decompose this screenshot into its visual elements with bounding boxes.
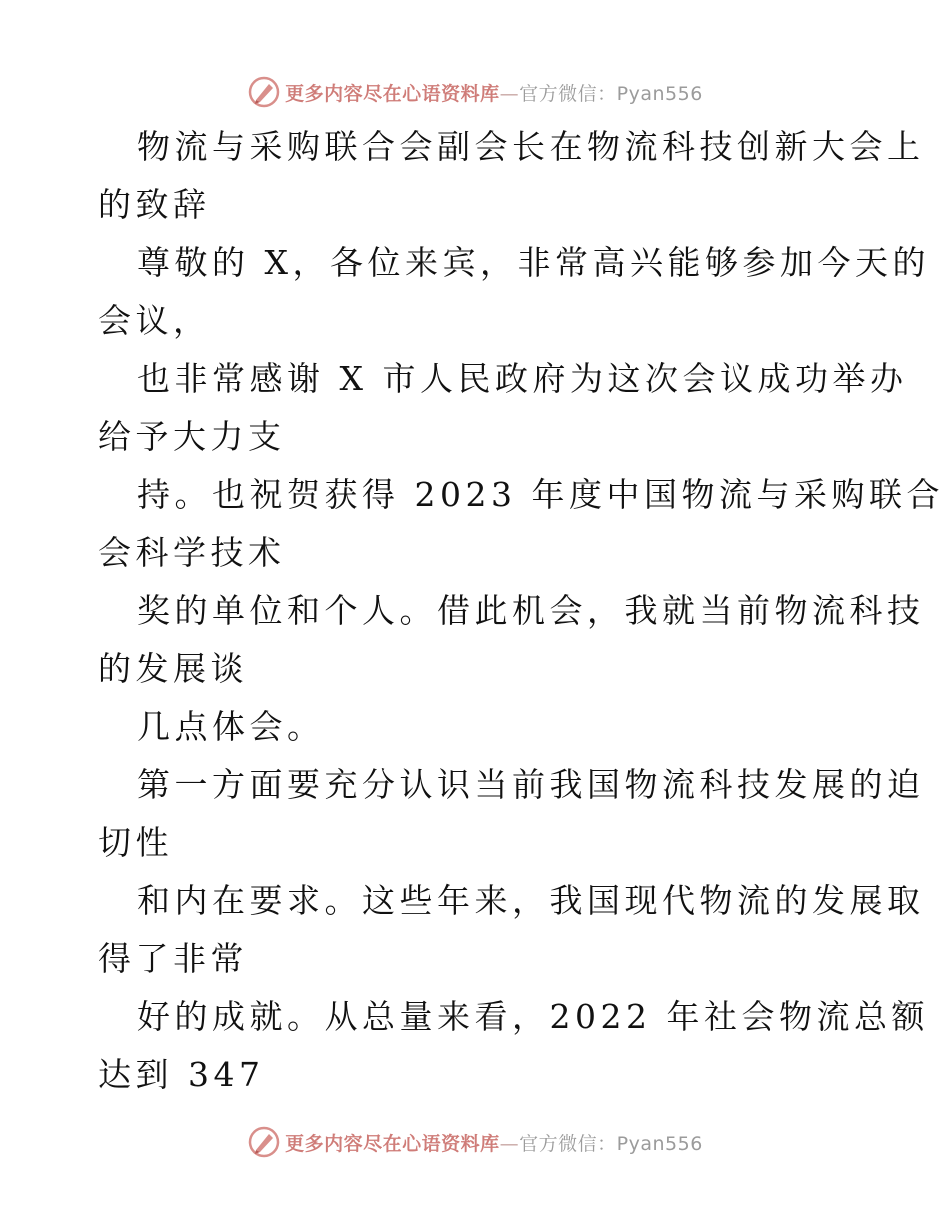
text-line: 会议，	[98, 301, 211, 340]
paragraph	[98, 698, 858, 756]
text-line: 几点体会。	[137, 707, 325, 746]
watermark-contact: 官方微信：Pyan556	[519, 1132, 703, 1155]
paragraph	[98, 756, 925, 872]
document-body	[98, 118, 944, 1104]
paragraph	[98, 350, 908, 466]
text-line: 和内在要求。这些年来，我国现代物流的发展取	[137, 881, 925, 920]
text-line: 持。也祝贺获得 2023 年度中国物流与采购联合	[137, 475, 944, 514]
watermark-separator: —	[499, 82, 520, 105]
pen-nib-logo-icon	[247, 75, 281, 109]
text-line: 好的成就。从总量来看，2022 年社会物流总额	[137, 997, 929, 1036]
text-line: 也非常感谢 X 市人民政府为这次会议成功举办	[137, 359, 908, 398]
footer-watermark	[0, 1122, 950, 1162]
text-line: 达到 347	[98, 1055, 265, 1094]
watermark-contact: 官方微信：Pyan556	[519, 82, 703, 105]
text-line: 切性	[98, 823, 173, 862]
text-line: 第一方面要充分认识当前我国物流科技发展的迫	[137, 765, 925, 804]
watermark-text	[285, 1129, 703, 1156]
text-line: 会科学技术	[98, 533, 286, 572]
text-line: 的致辞	[98, 185, 211, 224]
paragraph	[98, 466, 944, 582]
paragraph	[98, 582, 925, 698]
watermark-site: 更多内容尽在心语资料库	[285, 82, 500, 105]
watermark-site: 更多内容尽在心语资料库	[285, 1132, 500, 1155]
paragraph	[98, 872, 925, 988]
watermark-text	[285, 79, 703, 106]
pen-nib-logo-icon	[247, 1125, 281, 1159]
text-line: 物流与采购联合会副会长在物流科技创新大会上	[137, 127, 925, 166]
text-line: 给予大力支	[98, 417, 286, 456]
text-line: 得了非常	[98, 939, 248, 978]
header-watermark	[0, 72, 950, 112]
text-line: 的发展谈	[98, 649, 248, 688]
watermark-separator: —	[499, 1132, 520, 1155]
text-line: 奖的单位和个人。借此机会，我就当前物流科技	[137, 591, 925, 630]
text-line: 尊敬的 X，各位来宾，非常高兴能够参加今天的	[137, 243, 930, 282]
paragraph	[98, 988, 929, 1104]
paragraph	[98, 234, 930, 350]
paragraph	[98, 118, 925, 234]
